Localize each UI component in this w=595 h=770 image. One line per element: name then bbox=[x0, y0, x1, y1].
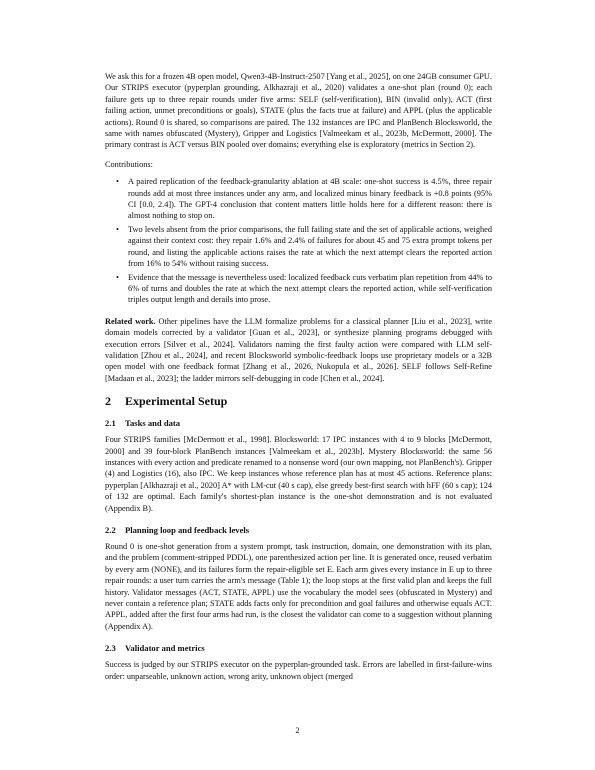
bullet-icon: • bbox=[116, 272, 119, 282]
section-title: Experimental Setup bbox=[125, 394, 228, 409]
planning-loop-paragraph: Round 0 is one-shot generation from a system prompt, task instruction, domain, one demonstration with its plan, and the problem (comment-stripped PDDL), one parenthesized action per line. It is generated once, reused verbatim by every arm (NONE), and its failures form the repair-eligible set E. Each arm gives every instance in E up to three repair rounds: a user turn carries the arm's message (Table 1); the loop stops at the first valid plan and keeps the full history. Validator messages (ACT, STATE, APPL) use the vocabulary the model sees (obfuscated in Mystery) and never contain a reference plan; STATE adds facts only for precondition and goal failures and otherwise equals ACT. APPL, added after the first four arms had run, is the closest the validator can come to a suggestion without planning (Appendix A). bbox=[105, 542, 492, 631]
subsection-title: Tasks and data bbox=[125, 418, 181, 429]
subsection-heading bbox=[105, 417, 492, 429]
related-work-title: Related work. bbox=[105, 316, 156, 326]
subsection-heading bbox=[105, 642, 492, 654]
page-number: 2 bbox=[295, 725, 300, 735]
bullet-icon: • bbox=[116, 177, 119, 187]
section-number: 2 bbox=[105, 394, 111, 409]
intro-paragraph: We ask this for a frozen 4B open model, Qwen3-4B-Instruct-2507 [Yang et al., 2025], on one 24GB consumer GPU. Our STRIPS executor (pyperplan grounding, Alkhazraji et al., 2020) validates a one-shot plan (round 0); each failure gets up to three repair rounds under five arms: SELF (self-verification), BIN (invalid only), ACT (first failing action, unmet preconditions or goals), STATE (plus the facts true at failure) and APPL (plus the applicable actions). Round 0 is shared, so comparisons are paired. The 132 instances are IPC and PlanBench Blocksworld, the same with names obfuscated (Mystery), Gripper and Logistics [Valmeekam et al., 2023b, McDermott, 2000]. The primary contrast is ACT versus BIN pooled over domains; everything else is exploratory (metrics in Section 2). bbox=[105, 72, 492, 150]
tasks-data-paragraph: Four STRIPS families [McDermott et al., 1998]. Blocksworld: 17 IPC instances with 4 to 9 blocks [McDermott, 2000] and 39 four-block PlanBench instances [Valmeekam et al., 2023b]. Mystery Blocksworld: the same 56 instances with every action and predicate renamed to a nonsense word (our own mapping, not PlanBench's). Gripper (4) and Logistics (16), also IPC. We keep instances whose reference plan has at most 45 actions. Reference plans: pyperplan [Alkhazraji et al., 2020] A* with LM-cut (40 s cap), else greedy best-first search with hFF (60 s cap); 124 of 132 are optimal. Each family's shortest-plan instance is the one-shot demonstration and is not evaluated (Appendix B). bbox=[105, 435, 492, 513]
contributions-label: Contributions: bbox=[105, 159, 153, 169]
subsection-title: Planning loop and feedback levels bbox=[125, 525, 250, 535]
subsection-number: 2.2 bbox=[105, 525, 116, 535]
validator-metrics-paragraph: Success is judged by our STRIPS executor on the pyperplan-grounded task. Errors are labelled in first-failure-wins order: unparseable, unknown action, wrong arity, unknown object (merged bbox=[105, 660, 492, 681]
subsection-number: 2.3 bbox=[105, 643, 116, 654]
paper-page-body bbox=[105, 71, 492, 682]
related-work-paragraph bbox=[105, 316, 492, 384]
related-work-text: Other pipelines have the LLM formalize problems for a classical planner [Liu et al., 2023], write domain models corrected by a validator [Guan et al., 2023], or synthesize planning programs debugged with execution errors [Silver et al., 2024]. Validators naming the first faulty action were compared with LLM self-validation [Zhou et al., 2024], and recent Blocksworld symbolic-feedback loops use proprietary models or a 32B open model with one feedback format [Zhang et al., 2026, Nukopula et al., 2026]. SELF follows Self-Refine [Madaan et al., 2023]; the ladder mirrors self-debugging in code [Chen et al., 2024]. bbox=[105, 316, 493, 383]
contribution-item: • Two levels absent from the prior comparisons, the full failing state and the set of applicable actions, weighed against their context cost: they repair 1.6% and 2.4% of failures for about 45 and 75 extra prompt tokens per round, and listing the applicable actions raises the rate at which the next attempt clears the reported action from 16% to 54% without raising success. bbox=[116, 224, 492, 269]
subsection-heading bbox=[105, 524, 492, 536]
subsection-number: 2.1 bbox=[105, 418, 116, 429]
section-heading bbox=[105, 394, 492, 409]
contributions-list bbox=[105, 176, 492, 305]
contribution-item: • Evidence that the message is nevertheless used: localized feedback cuts verbatim plan repetition from 44% to 6% of turns and doubles the rate at which the next attempt clears the reported action, while self-verification triples output length and derails into prose. bbox=[116, 272, 492, 305]
contribution-item: • A paired replication of the feedback-granularity ablation at 4B scale: one-shot success is 4.5%, three repair rounds add at most three instances under any arm, and localized minus binary feedback is +0.8 points (95% CI [0.0, 2.4]). The GPT-4 conclusion that content matters little holds here for a different reason: there is almost nothing to stop on. bbox=[116, 177, 492, 221]
bullet-icon: • bbox=[116, 224, 119, 234]
subsection-title: Validator and metrics bbox=[125, 643, 205, 654]
